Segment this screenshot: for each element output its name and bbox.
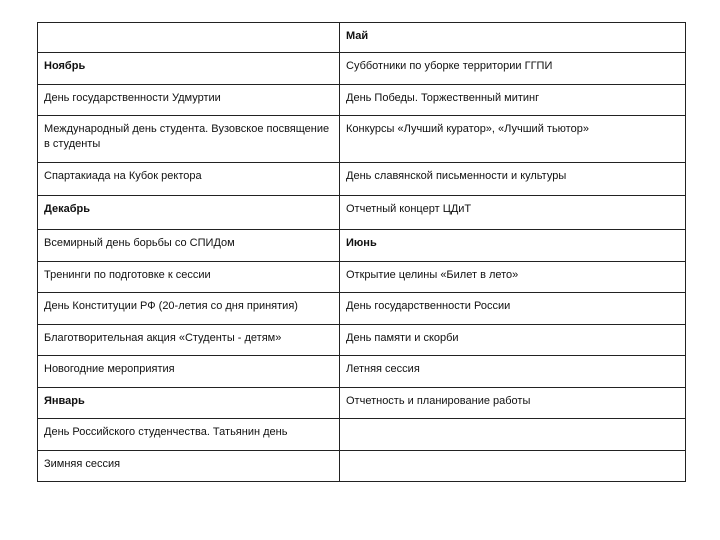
table-cell-left: Зимняя сессия — [38, 451, 340, 482]
table-row — [38, 163, 686, 196]
table-row — [38, 196, 686, 230]
table-row — [38, 356, 686, 388]
table-cell-right: Июнь — [340, 230, 686, 262]
table-header-row — [38, 23, 686, 53]
table-cell-right: День памяти и скорби — [340, 325, 686, 356]
table-cell-left: Ноябрь — [38, 53, 340, 85]
table-cell-right: Отчетность и планирование работы — [340, 388, 686, 419]
table-row — [38, 53, 686, 85]
table-cell-right: Субботники по уборке территории ГГПИ — [340, 53, 686, 85]
table-cell-left: Тренинги по подготовке к сессии — [38, 262, 340, 293]
table-row — [38, 293, 686, 325]
table-cell-right — [340, 419, 686, 451]
events-table — [37, 22, 686, 482]
table-cell-right: Отчетный концерт ЦДиТ — [340, 196, 686, 230]
table-cell-right: Открытие целины «Билет в лето» — [340, 262, 686, 293]
table-row — [38, 419, 686, 451]
table-cell-right: Летняя сессия — [340, 356, 686, 388]
table-row — [38, 116, 686, 163]
table-row — [38, 85, 686, 116]
table-cell-left: Декабрь — [38, 196, 340, 230]
table-cell-left: Всемирный день борьбы со СПИДом — [38, 230, 340, 262]
table-cell-left: День государственности Удмуртии — [38, 85, 340, 116]
table-cell-left: Новогодние мероприятия — [38, 356, 340, 388]
table-cell-right: День славянской письменности и культуры — [340, 163, 686, 196]
header-cell-left — [38, 23, 340, 53]
table-cell-right: День Победы. Торжественный митинг — [340, 85, 686, 116]
table-cell-left: День Российского студенчества. Татьянин день — [38, 419, 340, 451]
table-cell-left: Спартакиада на Кубок ректора — [38, 163, 340, 196]
table-cell-right — [340, 451, 686, 482]
table-row — [38, 451, 686, 482]
table-cell-left: Январь — [38, 388, 340, 419]
table-cell-left: Благотворительная акция «Студенты - детям» — [38, 325, 340, 356]
table-cell-left: День Конституции РФ (20-летия со дня принятия) — [38, 293, 340, 325]
table-cell-left: Международный день студента. Вузовское посвящение в студенты — [38, 116, 340, 163]
table-row — [38, 262, 686, 293]
header-cell-month: Май — [340, 23, 686, 53]
table-cell-right: День государственности России — [340, 293, 686, 325]
table-row — [38, 388, 686, 419]
table-row — [38, 325, 686, 356]
table-row — [38, 230, 686, 262]
table-cell-right: Конкурсы «Лучший куратор», «Лучший тьютор» — [340, 116, 686, 163]
